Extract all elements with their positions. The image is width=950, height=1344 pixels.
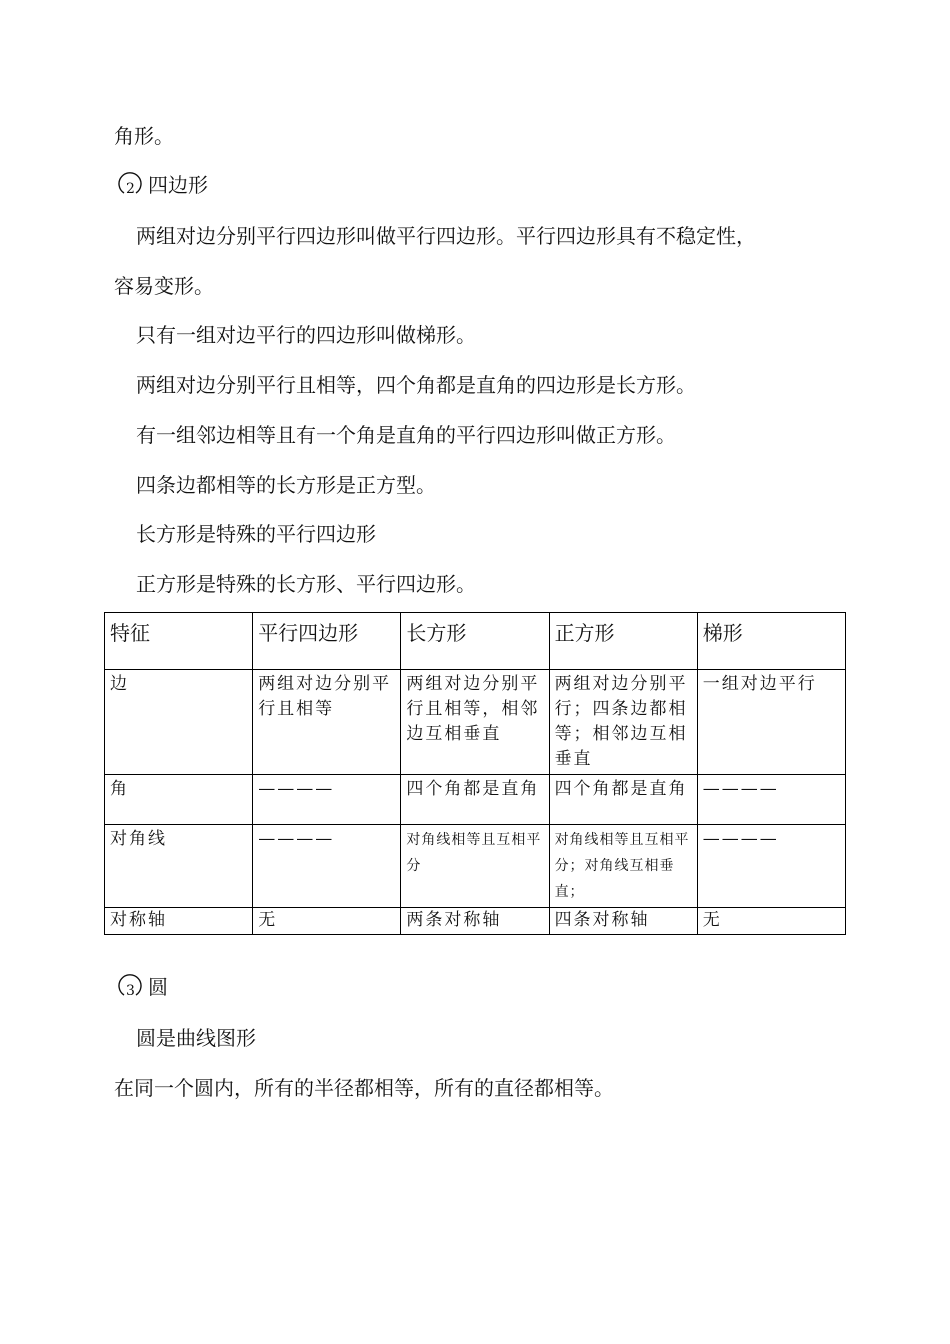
row-label-cell: 角	[105, 775, 253, 825]
table-row	[105, 825, 846, 908]
table-cell: 对角线相等且互相平分	[401, 825, 549, 908]
quadrilateral-properties-table	[104, 612, 846, 935]
section-number: 2	[126, 181, 135, 197]
paragraph: 圆是曲线图形	[136, 1026, 256, 1050]
table-cell: ————	[253, 775, 401, 825]
table-cell: 四个角都是直角	[549, 775, 697, 825]
table-cell: 四个角都是直角	[401, 775, 549, 825]
table-row	[105, 908, 846, 935]
table-cell: ————	[697, 775, 845, 825]
table-cell: ————	[697, 825, 845, 908]
table-cell: 无	[697, 908, 845, 935]
table-row	[105, 670, 846, 775]
paragraph: 只有一组对边平行的四边形叫做梯形。	[136, 323, 476, 347]
table-cell: 两条对称轴	[401, 908, 549, 935]
intro-tail-text: 角形。	[114, 124, 174, 148]
paragraph: 两组对边分别平行且相等，四个角都是直角的四边形是长方形。	[136, 373, 696, 397]
section-heading-circle	[116, 972, 168, 1002]
table-header-cell: 特征	[105, 613, 253, 670]
table-row	[105, 775, 846, 825]
table-cell: 一组对边平行	[697, 670, 845, 775]
table-cell: 无	[253, 908, 401, 935]
paragraph: 两组对边分别平行四边形叫做平行四边形。平行四边形具有不稳定性，	[136, 224, 756, 248]
table-header-cell: 梯形	[697, 613, 845, 670]
table-cell: 两组对边分别平行且相等，相邻边互相垂直	[401, 670, 549, 775]
row-label-cell: 边	[105, 670, 253, 775]
table-cell: 对角线相等且互相平分；对角线互相垂直；	[549, 825, 697, 908]
table-cell: 四条对称轴	[549, 908, 697, 935]
circled-number-badge	[116, 972, 146, 1002]
section-title: 圆	[148, 975, 168, 999]
row-label-cell: 对称轴	[105, 908, 253, 935]
paragraph: 正方形是特殊的长方形、平行四边形。	[136, 572, 476, 596]
section-title: 四边形	[148, 173, 208, 197]
table-cell: 两组对边分别平行且相等	[253, 670, 401, 775]
circled-number-badge	[116, 170, 146, 200]
table-cell: ————	[253, 825, 401, 908]
section-heading-quadrilateral	[116, 170, 208, 200]
paragraph: 容易变形。	[114, 274, 214, 298]
table-header-cell: 正方形	[549, 613, 697, 670]
table-header-row	[105, 613, 846, 670]
table-header-cell: 平行四边形	[253, 613, 401, 670]
paragraph: 长方形是特殊的平行四边形	[136, 522, 376, 546]
table-header-cell: 长方形	[401, 613, 549, 670]
section-number: 3	[126, 983, 135, 999]
paragraph: 在同一个圆内，所有的半径都相等，所有的直径都相等。	[114, 1076, 614, 1100]
row-label-cell: 对角线	[105, 825, 253, 908]
table-cell: 两组对边分别平行；四条边都相等；相邻边互相垂直	[549, 670, 697, 775]
paragraph: 四条边都相等的长方形是正方型。	[136, 473, 436, 497]
paragraph: 有一组邻边相等且有一个角是直角的平行四边形叫做正方形。	[136, 423, 676, 447]
